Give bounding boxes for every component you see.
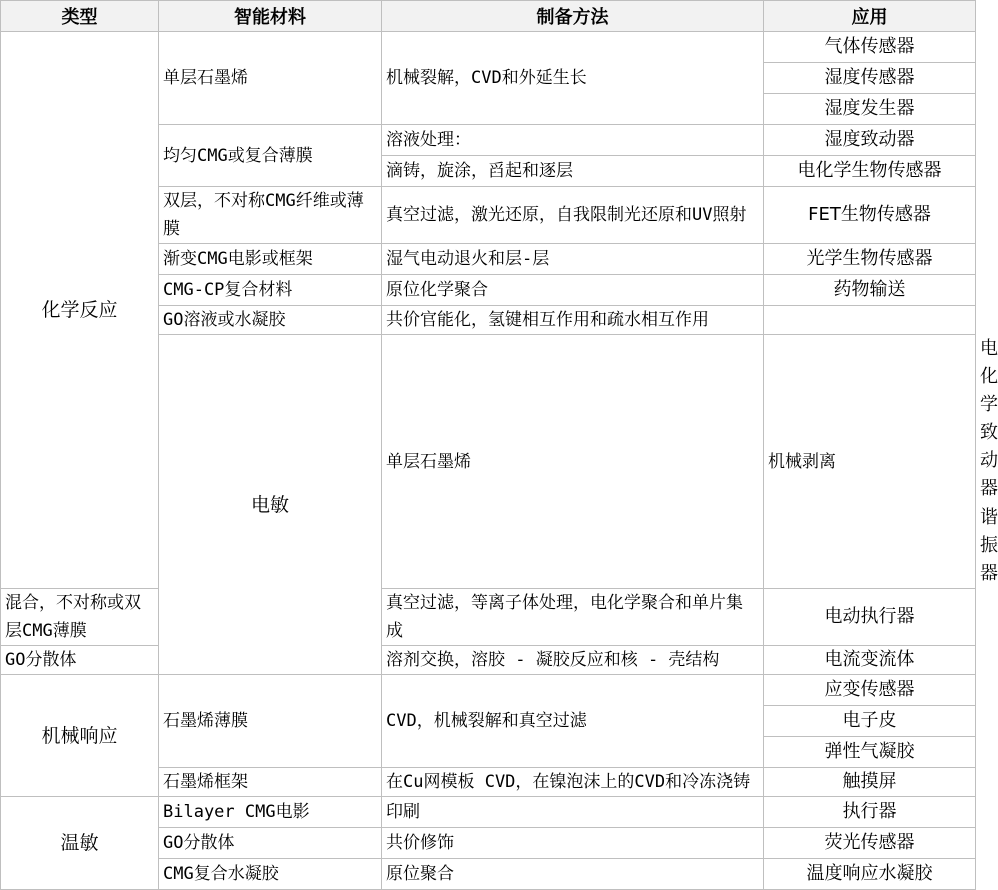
application-cell: 湿度致动器 — [764, 125, 976, 156]
application-cell: 光学生物传感器 — [764, 244, 976, 275]
method-cell: 机械裂解，CVD和外延生长 — [382, 32, 764, 125]
application-cell: 荧光传感器 — [764, 828, 976, 859]
type-cell: 机械响应 — [1, 675, 159, 797]
material-cell: 石墨烯框架 — [159, 768, 382, 797]
material-cell: 渐变CMG电影或框架 — [159, 244, 382, 275]
method-cell: 印刷 — [382, 797, 764, 828]
material-cell: CMG复合水凝胶 — [159, 859, 382, 890]
header-application: 应用 — [764, 1, 976, 32]
table-row: 电敏 单层石墨烯 机械剥离 电化学致动器 — [1, 335, 976, 504]
header-method: 制备方法 — [382, 1, 764, 32]
application-cell: 温度响应水凝胶 — [764, 859, 976, 890]
material-cell: GO分散体 — [159, 828, 382, 859]
table-row — [1, 675, 976, 706]
method-cell: 共价官能化，氢键相互作用和疏水相互作用 — [382, 306, 764, 335]
material-cell: 均匀CMG或复合薄膜 — [159, 125, 382, 187]
material-cell: Bilayer CMG电影 — [159, 797, 382, 828]
material-cell: 石墨烯薄膜 — [159, 675, 382, 768]
type-cell: 电敏 — [159, 335, 382, 675]
application-cell: 药物输送 — [764, 275, 976, 306]
table-row: 谐振器 — [980, 507, 998, 584]
application-cell — [764, 306, 976, 335]
application-cell: 电子皮 — [764, 706, 976, 737]
application-cell: 弹性气凝胶 — [764, 737, 976, 768]
table-row — [1, 589, 976, 646]
material-cell: 单层石墨烯 — [382, 335, 764, 589]
method-cell: 在Cu网模板 CVD，在镍泡沫上的CVD和冷冻浇铸 — [382, 768, 764, 797]
material-cell: 混合，不对称或双层CMG薄膜 — [1, 589, 159, 646]
application-cell: 气体传感器 — [764, 32, 976, 63]
application-cell: 湿度传感器 — [764, 63, 976, 94]
application-cell: 湿度发生器 — [764, 94, 976, 125]
method-cell: 真空过滤，等离子体处理，电化学聚合和单片集成 — [382, 589, 764, 646]
method-cell: 原位聚合 — [382, 859, 764, 890]
material-cell: GO分散体 — [1, 646, 159, 675]
type-cell: 化学反应 — [1, 32, 159, 589]
application-cell: 触摸屏 — [764, 768, 976, 797]
table-row — [1, 646, 976, 675]
method-cell: 滴铸，旋涂，舀起和逐层 — [382, 156, 764, 187]
application-cell: 电流变流体 — [764, 646, 976, 675]
method-cell: CVD，机械裂解和真空过滤 — [382, 675, 764, 768]
application-cell: FET生物传感器 — [764, 187, 976, 244]
type-cell: 温敏 — [1, 797, 159, 890]
header-row — [1, 1, 976, 32]
method-cell: 原位化学聚合 — [382, 275, 764, 306]
method-cell: 机械剥离 — [764, 335, 976, 589]
header-material: 智能材料 — [159, 1, 382, 32]
table-row — [1, 32, 976, 63]
material-cell: GO溶液或水凝胶 — [159, 306, 382, 335]
application-cell: 电化学生物传感器 — [764, 156, 976, 187]
material-cell: CMG-CP复合材料 — [159, 275, 382, 306]
method-cell: 溶剂交换，溶胶 - 凝胶反应和核 - 壳结构 — [382, 646, 764, 675]
method-cell: 湿气电动退火和层-层 — [382, 244, 764, 275]
material-cell: 双层，不对称CMG纤维或薄膜 — [159, 187, 382, 244]
application-cell: 应变传感器 — [764, 675, 976, 706]
method-cell: 溶液处理： — [382, 125, 764, 156]
method-cell: 共价修饰 — [382, 828, 764, 859]
header-type: 类型 — [1, 1, 159, 32]
method-cell: 真空过滤，激光还原，自我限制光还原和UV照射 — [382, 187, 764, 244]
material-cell: 单层石墨烯 — [159, 32, 382, 125]
application-cell: 电动执行器 — [764, 589, 976, 646]
application-cell: 执行器 — [764, 797, 976, 828]
table-row — [1, 797, 976, 828]
